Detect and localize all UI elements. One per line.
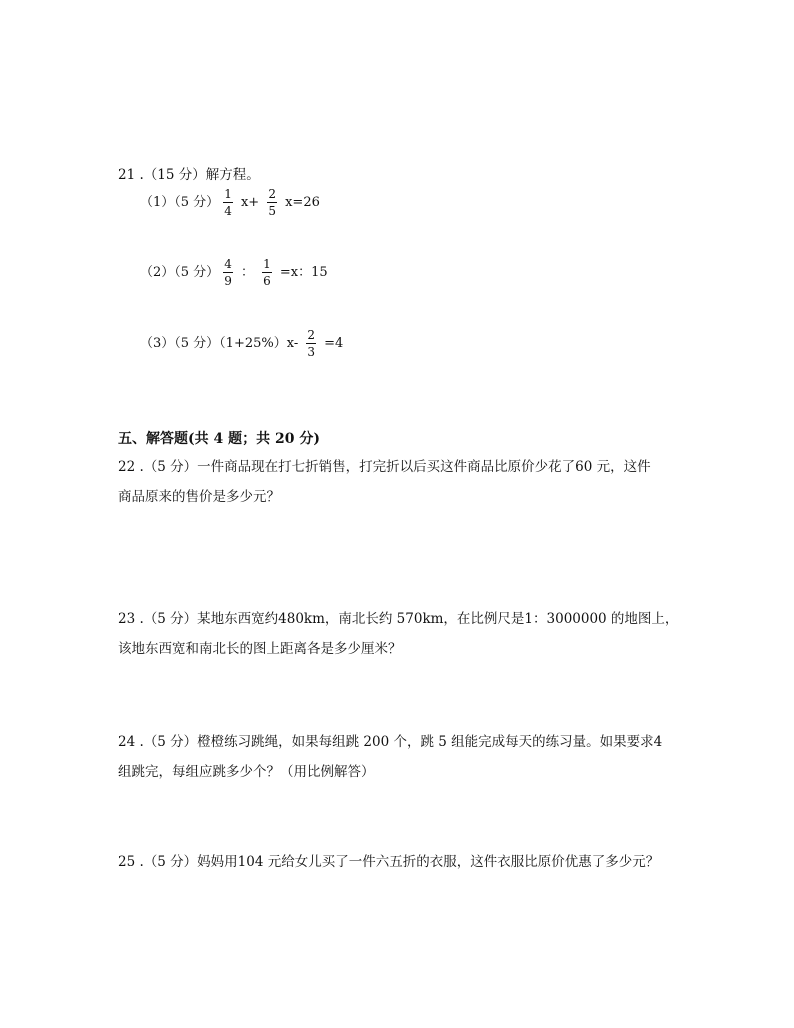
fraction-numerator: 2	[268, 187, 276, 201]
fraction	[262, 258, 272, 287]
fraction	[267, 188, 277, 217]
fraction-denominator: 6	[263, 274, 271, 288]
question-22-line-1: 22 .（5 分）一件商品现在打七折销售，打完折以后买这件商品比原价少花了60 元，这件	[118, 459, 651, 475]
fraction-numerator: 4	[224, 257, 232, 271]
fraction-denominator: 4	[224, 204, 232, 218]
question-22-line-2: 商品原来的售价是多少元？	[118, 489, 280, 505]
fraction	[223, 258, 233, 287]
part-2-operator: ：	[236, 265, 259, 280]
fraction-denominator: 5	[268, 204, 276, 218]
part-2-prefix: （2）（5 分）	[140, 265, 220, 280]
section-5-heading: 五、解答题(共 4 题；共 20 分)	[118, 431, 320, 447]
fraction-bar	[306, 343, 316, 344]
fraction-numerator: 2	[307, 328, 316, 342]
fraction-bar	[223, 202, 233, 203]
part-3-suffix: =4	[320, 336, 344, 351]
fraction-numerator: 1	[224, 187, 232, 201]
question-23-line-1: 23 .（5 分）某地东西宽约480km，南北长约 570km，在比例尺是1：3000000 的地图上，	[118, 611, 679, 627]
part-1-suffix: x=26	[280, 195, 320, 210]
question-21-title: 21 .（15 分）解方程。	[118, 167, 260, 183]
part-2-suffix: =x：15	[275, 265, 328, 280]
question-23-line-2: 该地东西宽和南北长的图上距离各是多少厘米？	[118, 641, 402, 657]
question-24-line-2: 组跳完，每组应跳多少个？（用比例解答）	[118, 764, 375, 780]
part-1-prefix: （1）（5 分）	[140, 195, 220, 210]
question-24-line-1: 24 .（5 分）橙橙练习跳绳，如果每组跳 200 个，跳 5 组能完成每天的练习量。如果要求4	[118, 734, 663, 750]
fraction-numerator: 1	[263, 257, 271, 271]
fraction-bar	[262, 272, 272, 273]
question-25-line-1: 25 .（5 分）妈妈用104 元给女儿买了一件六五折的衣服，这件衣服比原价优惠了多少元？	[118, 854, 660, 870]
question-21-part-1	[140, 188, 320, 217]
question-21-part-2	[140, 258, 328, 287]
question-21-part-3	[140, 329, 343, 358]
part-3-prefix: （3）（5 分）（1+25%）x-	[140, 336, 303, 351]
part-1-operator: x+	[236, 195, 264, 210]
fraction	[223, 188, 233, 217]
fraction-denominator: 3	[307, 345, 316, 359]
fraction-denominator: 9	[224, 274, 232, 288]
fraction-bar	[267, 202, 277, 203]
fraction	[306, 329, 316, 358]
fraction-bar	[223, 272, 233, 273]
